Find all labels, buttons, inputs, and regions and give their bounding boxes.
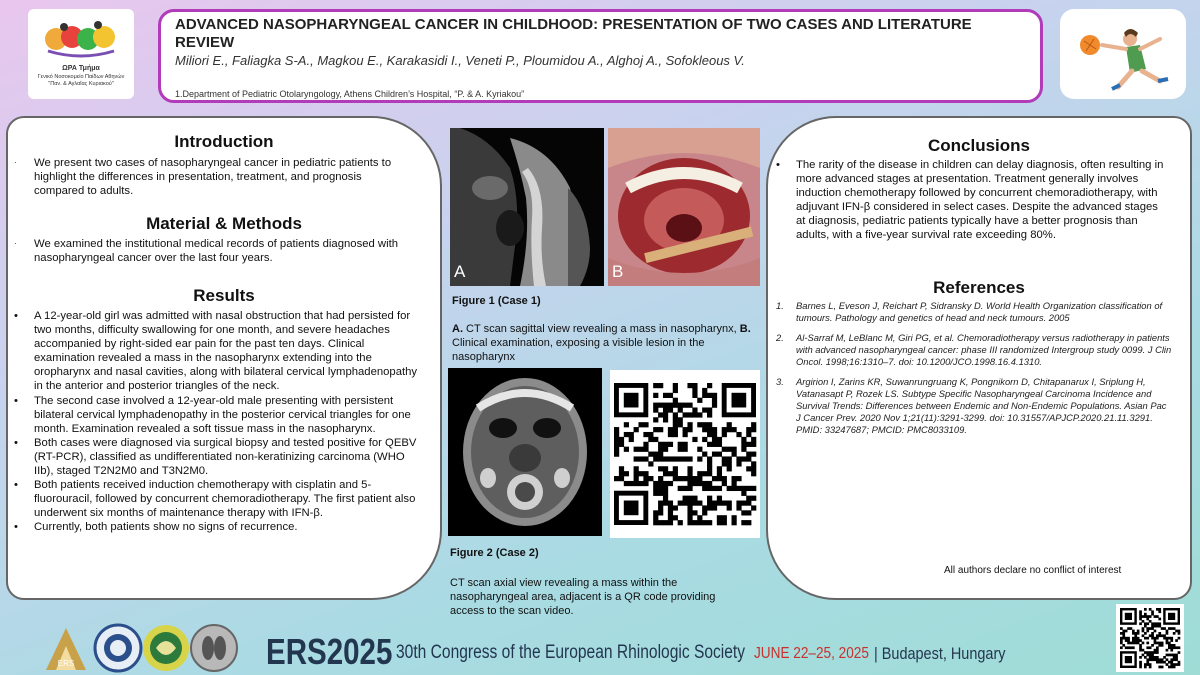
bullet-icon: • (14, 310, 18, 322)
figure-2-caption: CT scan axial view revealing a mass within the nasopharyngeal area, adjacent is a QR code providing access to the scan video. (450, 577, 716, 617)
image-label-b: B (612, 262, 624, 281)
ct-axial-image (448, 368, 602, 536)
methods-item (12, 237, 412, 265)
society-seal-gray (191, 625, 237, 671)
ct-sagittal-image (450, 128, 604, 286)
affiliation-department: 1.Department of Pediatric Otolaryngology, (175, 89, 344, 99)
hospital-logo (28, 9, 134, 99)
left-panel (6, 116, 442, 600)
reference-number: 3. (776, 376, 784, 387)
right-panel (766, 116, 1192, 600)
references-list (772, 300, 1172, 444)
figure-1-caption (452, 322, 752, 364)
methods-list (12, 237, 412, 265)
results-title: Results (193, 286, 255, 305)
bullet-icon: • (14, 394, 18, 407)
bullet-icon: • (14, 521, 18, 534)
qr-code-small-graphic (1116, 604, 1184, 672)
ers-logo (46, 628, 86, 670)
bullet-icon: • (14, 479, 18, 492)
ct-sagittal-graphic (450, 128, 604, 286)
figure-1-label-b: B. (739, 323, 751, 335)
results-text: Both patients received induction chemotherapy with cisplatin and 5-fluorouracil, followed by concurrent chemoradiotherapy. The first patient also underwent six months of maintenance therapy with IFN-β. (34, 479, 416, 520)
figure-1-text-b: Clinical examination, exposing a visible lesion in the nasopharynx (452, 337, 705, 363)
introduction-item (12, 156, 412, 198)
results-item (12, 309, 424, 394)
society-logos (40, 618, 300, 675)
results-item (12, 520, 424, 534)
results-item (12, 394, 424, 436)
bullet-icon: · (14, 239, 17, 248)
poster-header (0, 0, 1200, 108)
figure-2-title: Figure 2 (Case 2) (450, 547, 539, 559)
congress-name: 30th Congress of the European Rhinologic Society (396, 642, 746, 663)
reference-item (772, 300, 1172, 324)
conclusions-list (774, 158, 1166, 243)
methods-title: Material & Methods (146, 214, 302, 233)
conclusions-text: The rarity of the disease in children can delay diagnosis, often resulting in more advanced stages at presentation. Treatment generally involves induction chemotherapy followed by concurrent chemoradiotherapy, with adjuvant IFN-β considered in select cases. Despite the advanced stages at diagnosis, pediatric patients typically have a better prognosis than adults, with a five-year survival rate exceeding 80%. (796, 159, 1164, 242)
logo-subtitle-1: Γενικό Νοσοκομείο Παίδων Αθηνών (37, 74, 125, 80)
introduction-title: Introduction (174, 132, 274, 151)
poster-title: ADVANCED NASOPHARYNGEAL CANCER IN CHILDHOOD: PRESENTATION OF TWO CASES AND LITERATURE REVIEW (175, 16, 972, 51)
reference-text: Barnes L, Eveson J, Reichart P, Sidransky D. World Health Organization classification of tumours. Pathology and genetics of head and neck tumours. 2005 (796, 300, 1163, 323)
conflict-statement: All authors declare no conflict of interest (944, 565, 1122, 576)
reference-text: Al-Sarraf M, LeBlanc M, Giri PG, et al. Chemoradiotherapy versus radiotherapy in patients with advanced nasopharyngeal cancer: phase III randomized Intergroup study 0099. J Clin Oncol. 1998;16:1310–7. doi: 10.1200/JCO.1998.16.4.1310. (796, 332, 1172, 367)
affiliation-hospital: Athens Children’s Hospital, “P. & A. Kyriakou” (343, 89, 525, 99)
reference-text: Argirion I, Zarins KR, Suwanrungruang K, Pongnikorn D, Chitapanarux I, Sriplung H, Vatanasapt P, Rozek LS. Subtype Specific Nasopharyngeal Carcinoma Incidence and Survival Trends: Differences between Endemic and Non-Endemic Populations. Asian Pac J Cancer Prev. 2020 Nov 1;21(11):3291-3299. doi: 10.31557/APJCP.2020.21.11.3291. PMID: 33247687; PMCID: PMC8033109. (796, 376, 1167, 435)
bullet-icon: • (14, 436, 18, 449)
results-item (12, 436, 424, 478)
methods-text: We examined the institutional medical records of patients diagnosed with nasopharyngeal cancer over the last four years. (34, 238, 399, 265)
clinical-oral-image (608, 128, 760, 286)
bullet-icon: • (776, 159, 780, 171)
results-text: Both cases were diagnosed via surgical biopsy and tested positive for QEBV (RT-PCR), classified as undifferentiated non-keratinizing carcinoma (WHO IIb), staged T2N2M0 and T3N2M0. (34, 436, 417, 478)
author-list: Miliori E., Faliagka S-A., Magkou E., Karakasidi I., Veneti P., Ploumidou A., Alghoj A., Sofokleous V. (175, 53, 745, 68)
reference-item (772, 332, 1172, 368)
reference-number: 2. (776, 332, 784, 343)
sport-illustration (1060, 9, 1186, 99)
references-title: References (933, 278, 1025, 297)
reference-number: 1. (776, 300, 784, 311)
congress-date: JUNE 22–25, 2025 (754, 645, 869, 662)
image-label-a: A (454, 262, 466, 281)
results-list (12, 309, 424, 535)
qr-code-graphic (610, 370, 760, 538)
results-text: The second case involved a 12-year-old male presenting with persistent bilateral cervical lymphadenopathy in the posterior cervical triangles for one month. Examination revealed a soft tissue mass in the nasopharynx. (34, 394, 411, 435)
results-item (12, 478, 424, 520)
congress-location: | Budapest, Hungary (874, 644, 1006, 663)
title-box (158, 9, 1043, 103)
introduction-text: We present two cases of nasopharyngeal cancer in pediatric patients to highlight the differences in presentation, treatment, and prognosis compared to adults. (34, 157, 392, 198)
introduction-list (12, 156, 412, 198)
hospital-logo-graphic (28, 9, 134, 65)
reference-item (772, 376, 1172, 436)
logo-subtitle-2: "Παν. & Αγλαΐας Κυριακού" (48, 81, 114, 87)
results-text: A 12-year-old girl was admitted with nasal obstruction that had persisted for two months, difficulty swallowing for one month, and severe headaches accompanied by right-sided ear pain for the past ten days. Clinical examination revealed a mass in the nasopharynx extending into the oropharynx and nasal cavities, along with bilateral cervical lymphadenopathy in the anterior and posterior triangles of the neck. (34, 310, 418, 393)
sport-illustration-graphic (1060, 9, 1186, 99)
ers-2025-title: ERS2025 (266, 631, 393, 672)
figure-1-title: Figure 1 (Case 1) (452, 295, 541, 307)
affiliation (175, 89, 524, 99)
clinical-oral-graphic (608, 128, 760, 286)
figure-1-label-a: A. (452, 323, 463, 335)
ers-logo-text: ERS (57, 659, 75, 668)
figure-1-text-a: CT scan sagittal view revealing a mass in nasopharynx, (463, 323, 740, 335)
bullet-icon: · (14, 158, 17, 167)
qr-code-small[interactable] (1116, 604, 1184, 672)
society-seal-green (143, 625, 189, 671)
society-seal-blue (95, 625, 141, 671)
results-text: Currently, both patients show no signs of recurrence. (34, 521, 298, 534)
conclusions-title: Conclusions (927, 136, 1030, 155)
qr-code-video[interactable] (610, 370, 760, 538)
conclusions-item (774, 158, 1166, 243)
logo-title: ΩΡΑ Τμήμα (62, 65, 100, 72)
ct-axial-graphic (448, 368, 602, 536)
